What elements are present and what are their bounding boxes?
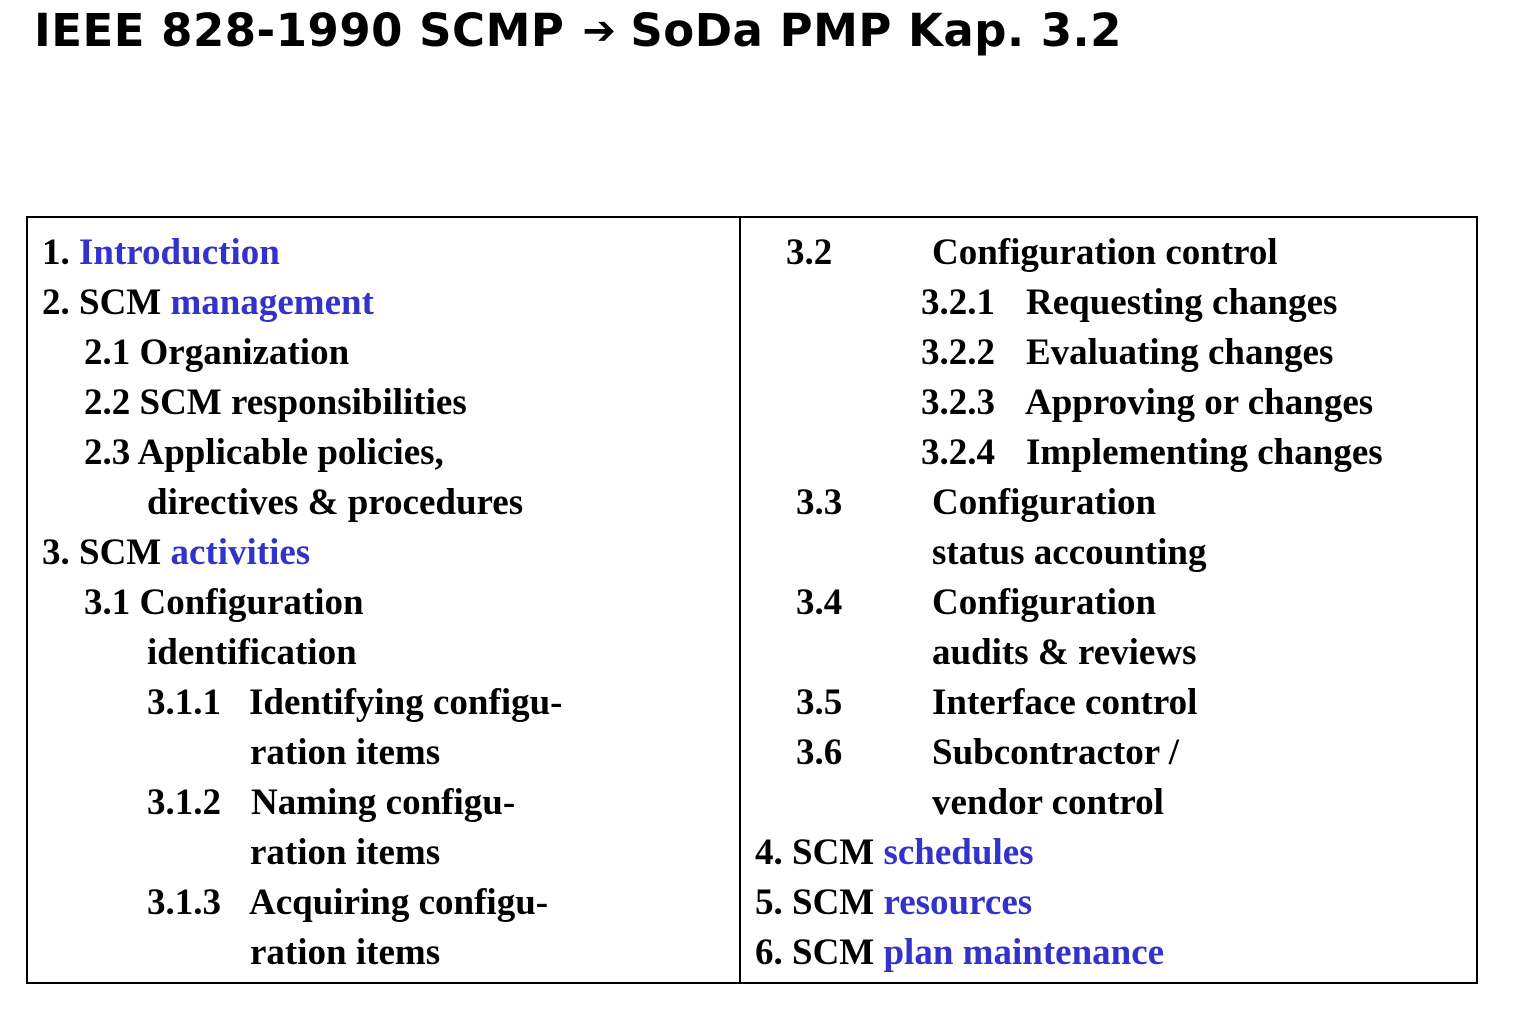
toc-item-2-3 (84, 428, 444, 478)
toc-text: SCM (79, 532, 162, 573)
toc-item-3-1 (84, 578, 364, 628)
toc-item-3-2-4 (921, 428, 1383, 478)
toc-number: 3.6 (796, 732, 843, 773)
toc-item-3-2-2 (921, 328, 1333, 378)
toc-number: 3. (42, 532, 70, 573)
toc-item-3-1-cont (147, 628, 357, 678)
toc-item-2-3-cont (147, 478, 523, 528)
toc-text: directives & procedures (147, 482, 524, 523)
toc-number: 5. (755, 882, 783, 923)
column-divider (739, 218, 741, 982)
toc-item-2[interactable] (42, 278, 374, 328)
toc-number: 2.1 (84, 332, 131, 373)
toc-item-2-1 (84, 328, 349, 378)
toc-text: Evaluating changes (1026, 332, 1334, 373)
toc-number: 2.3 (84, 432, 131, 473)
toc-number: 3.2.3 (921, 382, 995, 423)
toc-item-3-5 (796, 678, 1197, 728)
toc-text: SCM responsibilities (139, 382, 467, 423)
toc-number: 4. (755, 832, 783, 873)
toc-text: Configuration (932, 582, 1157, 623)
toc-number: 3.2 (786, 232, 833, 273)
toc-text: Subcontractor / (932, 732, 1180, 773)
toc-text: Implementing changes (1026, 432, 1383, 473)
toc-text: Interface control (932, 682, 1198, 723)
toc-item-3-6-cont (932, 778, 1164, 828)
toc-text: SCM (79, 282, 162, 323)
toc-item-3-6 (796, 728, 1179, 778)
toc-number: 3.1.2 (147, 782, 221, 823)
toc-text: status accounting (932, 532, 1207, 573)
toc-text: vendor control (932, 782, 1164, 823)
toc-text: Organization (139, 332, 350, 373)
title-left: IEEE 828-1990 SCMP (34, 4, 565, 57)
toc-link-management[interactable]: management (170, 282, 374, 323)
toc-link-activities[interactable]: activities (170, 532, 311, 573)
toc-item-3-4-cont (932, 628, 1196, 678)
toc-text: SCM (792, 832, 875, 873)
toc-item-5[interactable] (755, 878, 1032, 928)
toc-text: audits & reviews (932, 632, 1197, 673)
toc-text: Acquiring configu- (249, 882, 549, 923)
right-arrow-icon: ➔ (582, 8, 617, 54)
toc-item-6[interactable] (755, 928, 1164, 978)
toc-number: 3.1.1 (147, 682, 221, 723)
toc-number: 3.2.2 (921, 332, 995, 373)
toc-text: Applicable policies, (137, 432, 444, 473)
toc-text: Identifying configu- (249, 682, 563, 723)
toc-text: SCM (792, 882, 875, 923)
toc-text: Configuration (932, 482, 1157, 523)
toc-item-3-3-cont (932, 528, 1206, 578)
toc-number: 1. (42, 232, 70, 273)
toc-item-1[interactable] (42, 228, 280, 278)
toc-number: 2.2 (84, 382, 131, 423)
toc-item-3-1-1 (147, 678, 563, 728)
toc-item-3-2 (786, 228, 1278, 278)
toc-text: Configuration control (932, 232, 1278, 273)
toc-item-3-2-3 (921, 378, 1373, 428)
toc-item-2-2 (84, 378, 467, 428)
toc-item-3-1-3 (147, 878, 548, 928)
toc-number: 3.3 (796, 482, 843, 523)
toc-number: 3.1.3 (147, 882, 221, 923)
toc-item-3-1-2 (147, 778, 515, 828)
toc-table (26, 216, 1478, 984)
toc-text: Naming configu- (251, 782, 516, 823)
toc-text: ration items (250, 932, 441, 973)
toc-link-schedules[interactable]: schedules (883, 832, 1034, 873)
toc-text: ration items (250, 732, 441, 773)
toc-item-3-4 (796, 578, 1156, 628)
toc-number: 3.5 (796, 682, 843, 723)
toc-link-introduction[interactable]: Introduction (79, 232, 280, 273)
toc-item-3-1-2-cont (250, 828, 440, 878)
toc-item-3[interactable] (42, 528, 310, 578)
toc-item-3-2-1 (921, 278, 1337, 328)
toc-text: Requesting changes (1026, 282, 1338, 323)
toc-number: 2. (42, 282, 70, 323)
toc-text: ration items (250, 832, 441, 873)
slide-title (34, 2, 1122, 60)
toc-text: Configuration (139, 582, 364, 623)
toc-number: 3.4 (796, 582, 843, 623)
toc-text: Approving or changes (1025, 382, 1374, 423)
toc-number: 3.1 (84, 582, 131, 623)
toc-item-3-1-1-cont (250, 728, 440, 778)
toc-number: 3.2.4 (921, 432, 995, 473)
toc-item-3-1-3-cont (250, 928, 440, 978)
toc-link-plan-maintenance[interactable]: plan maintenance (883, 932, 1165, 973)
toc-number: 6. (755, 932, 783, 973)
toc-text: SCM (792, 932, 875, 973)
toc-item-4[interactable] (755, 828, 1034, 878)
title-right: SoDa PMP Kap. 3.2 (630, 4, 1122, 57)
toc-text: identification (147, 632, 357, 673)
toc-item-3-3 (796, 478, 1156, 528)
toc-link-resources[interactable]: resources (883, 882, 1033, 923)
toc-number: 3.2.1 (921, 282, 995, 323)
